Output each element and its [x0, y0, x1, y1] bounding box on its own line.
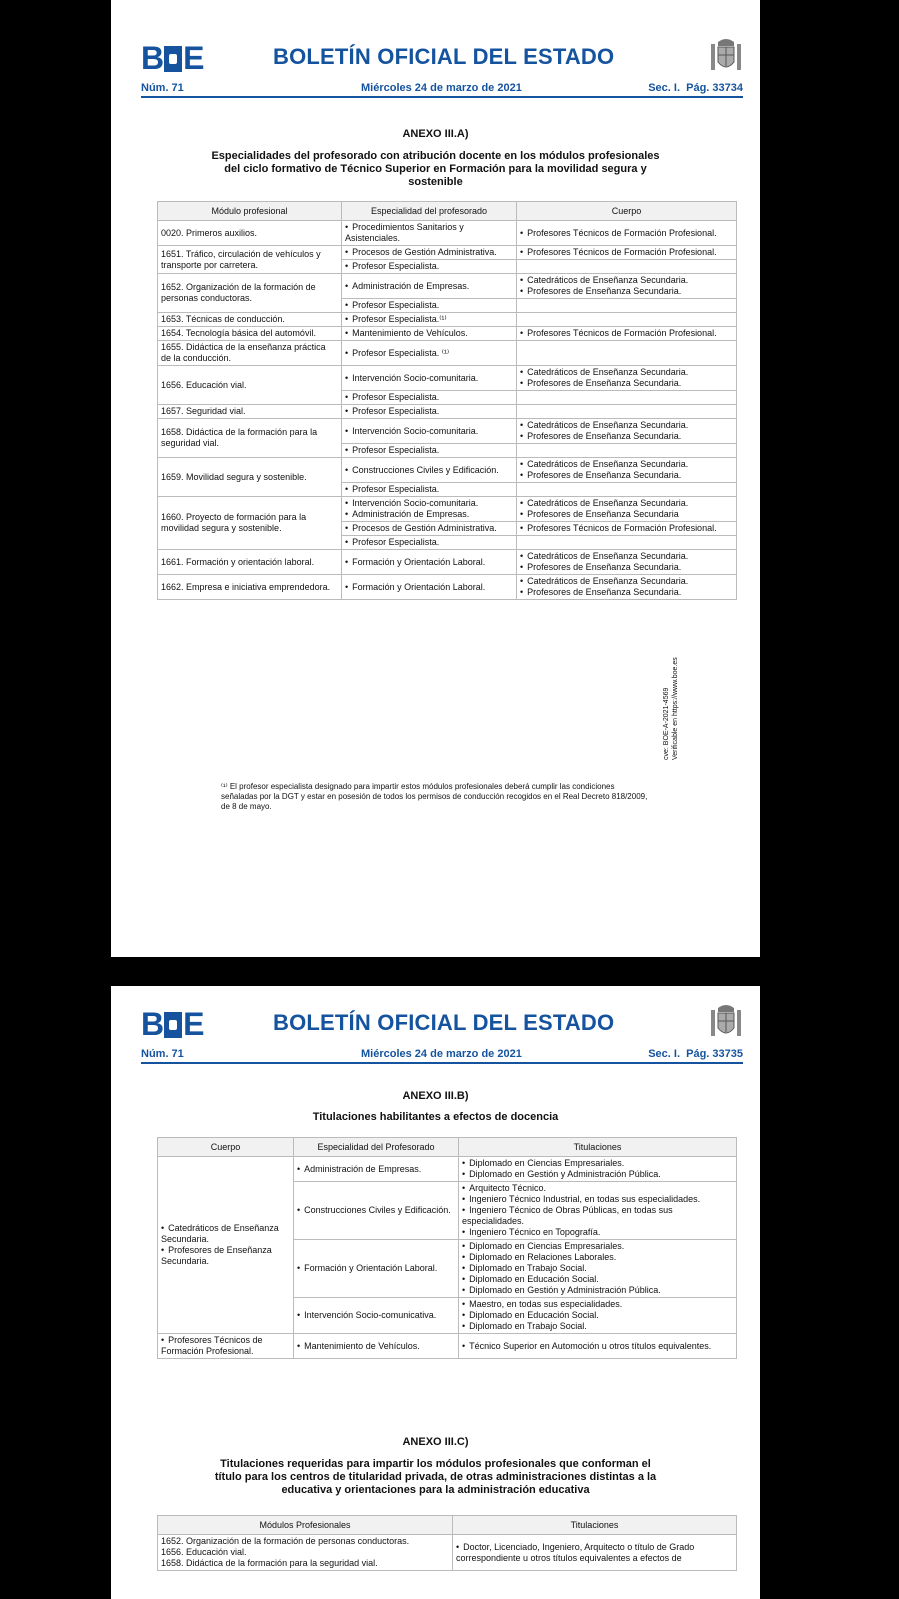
modulo-cell: 0020. Primeros auxilios.	[158, 221, 342, 246]
cuerpo-cell: • Catedráticos de Enseñanza Secundaria. • Profesores de Enseñanza Secundaria.	[517, 550, 737, 575]
cuerpo-cell	[517, 313, 737, 327]
modulo-cell: 1658. Didáctica de la formación para la seguridad vial.	[158, 419, 342, 458]
coat-of-arms-icon	[709, 36, 743, 76]
cuerpo-cell: • Profesores Técnicos de Formación Profesional.	[517, 327, 737, 341]
table-row	[158, 1157, 737, 1182]
titulaciones-cell: • Maestro, en todas sus especialidades. • Diplomado en Educación Social. • Diplomado en Trabajo Social.	[459, 1298, 737, 1334]
cuerpo-cell	[517, 299, 737, 313]
cuerpo-cell: • Catedráticos de Enseñanza Secundaria. • Profesores de Enseñanza Secundaria.	[517, 274, 737, 299]
especialidad-cell: • Intervención Socio-comunitaria.	[342, 419, 517, 444]
footnote: ⁽¹⁾ El profesor especialista designado para impartir estos módulos profesionales deberá cumplir las condiciones señaladas por la DGT y estar en posesión de todos los permisos de conducción recogidos en el Real Decreto 818/2009, de 8 de mayo.	[221, 782, 648, 811]
especialidad-cell: • Construcciones Civiles y Edificación.	[342, 458, 517, 483]
especialidad-cell: • Profesor Especialista.	[342, 299, 517, 313]
titulaciones-cell: • Técnico Superior en Automoción u otros títulos equivalentes.	[459, 1334, 737, 1359]
titulaciones-cell: • Doctor, Licenciado, Ingeniero, Arquitecto o título de Grado correspondiente u otros títulos equivalentes a efectos de	[453, 1535, 737, 1571]
cuerpo-cell	[517, 483, 737, 497]
cuerpo-cell: • Catedráticos de Enseñanza Secundaria. • Profesores de Enseñanza Secundaria.	[158, 1157, 294, 1334]
titulaciones-cell: • Arquitecto Técnico. • Ingeniero Técnico Industrial, en todas sus especialidades. • Ingeniero Técnico de Obras Públicas, en todas sus especialidades. • Ingeniero Técnico en Topografía.	[459, 1182, 737, 1240]
especialidad-cell: • Intervención Socio-comunitaria.	[342, 366, 517, 391]
issue-date: Miércoles 24 de marzo de 2021	[361, 82, 522, 94]
cuerpo-cell: • Profesores Técnicos de Formación Profesional.	[517, 522, 737, 536]
table-row	[158, 246, 737, 260]
issue-number: Núm. 71	[141, 1048, 184, 1060]
modulo-cell: 1656. Educación vial.	[158, 366, 342, 405]
document-page-1	[111, 0, 760, 957]
annex-title: ANEXO III.B)	[402, 1090, 469, 1102]
table-row	[158, 575, 737, 600]
especialidad-cell: • Administración de Empresas.	[342, 274, 517, 299]
especialidad-cell: • Profesor Especialista.	[342, 536, 517, 550]
table-row	[158, 274, 737, 299]
qualifications-table	[157, 1137, 737, 1359]
cve-stamp: cve: BOE-A-2021-4569 Verificable en https://www.boe.es	[663, 657, 679, 760]
annex-subtitle: Titulaciones habilitantes a efectos de docencia	[312, 1111, 559, 1123]
document-page-2	[111, 986, 760, 1599]
cuerpo-cell	[517, 260, 737, 274]
cuerpo-cell: • Catedráticos de Enseñanza Secundaria. • Profesores de Enseñanza Secundaria.	[517, 575, 737, 600]
coat-of-arms-icon	[709, 1002, 743, 1042]
modulo-cell: 1661. Formación y orientación laboral.	[158, 550, 342, 575]
cuerpo-cell	[517, 536, 737, 550]
column-header: Cuerpo	[158, 1138, 294, 1157]
modulo-cell: 1653. Técnicas de conducción.	[158, 313, 342, 327]
cuerpo-cell: • Catedráticos de Enseñanza Secundaria. • Profesores de Enseñanza Secundaria.	[517, 458, 737, 483]
especialidad-cell: • Intervención Socio-comunicativa.	[294, 1298, 459, 1334]
modules-cell: 1652. Organización de la formación de personas conductoras. 1656. Educación vial. 1658. Didáctica de la formación para la seguridad vial.	[158, 1535, 453, 1571]
boe-logo: B E	[141, 1006, 204, 1042]
page-reference: Sec. I. Pág. 33734	[648, 82, 743, 94]
table-row	[158, 419, 737, 444]
boe-logo: B E	[141, 40, 204, 76]
table-row	[158, 327, 737, 341]
modulo-cell: 1655. Didáctica de la enseñanza práctica de la conducción.	[158, 341, 342, 366]
annex-subtitle: Titulaciones requeridas para impartir los módulos profesionales que conforman el título para los centros de titularidad privada, de otras administraciones distintas a la educativa y orientaciones para la administración educativa	[214, 1458, 657, 1496]
especialidad-cell: • Formación y Orientación Laboral.	[342, 575, 517, 600]
cuerpo-cell	[517, 341, 737, 366]
page-reference: Sec. I. Pág. 33735	[648, 1048, 743, 1060]
especialidad-cell: • Procedimientos Sanitarios y Asistenciales.	[342, 221, 517, 246]
column-header: Especialidad del profesorado	[342, 202, 517, 221]
cuerpo-cell: • Catedráticos de Enseñanza Secundaria. • Profesores de Enseñanza Secundaria.	[517, 366, 737, 391]
titulaciones-cell: • Diplomado en Ciencias Empresariales. • Diplomado en Relaciones Laborales. • Diplomado en Trabajo Social. • Diplomado en Educación Social. • Diplomado en Gestión y Administración Pública.	[459, 1240, 737, 1298]
especialidad-cell: • Procesos de Gestión Administrativa.	[342, 522, 517, 536]
especialidad-cell: • Profesor Especialista.	[342, 391, 517, 405]
table-row	[158, 458, 737, 483]
especialidad-cell: • Mantenimiento de Vehículos.	[294, 1334, 459, 1359]
issue-date: Miércoles 24 de marzo de 2021	[361, 1048, 522, 1060]
page-header	[141, 42, 743, 74]
table-row	[158, 550, 737, 575]
modulo-cell: 1651. Tráfico, circulación de vehículos y transporte por carretera.	[158, 246, 342, 274]
especialidad-cell: • Profesor Especialista.	[342, 260, 517, 274]
annex-subtitle: Especialidades del profesorado con atribución docente en los módulos profesionales del ciclo formativo de Técnico Superior en Formación para la movilidad segura y sostenible	[211, 150, 660, 188]
annex-title: ANEXO III.A)	[402, 128, 469, 140]
bulletin-title: BOLETÍN OFICIAL DEL ESTADO	[273, 1010, 615, 1035]
cuerpo-cell	[517, 444, 737, 458]
cuerpo-cell: • Profesores Técnicos de Formación Profesional.	[158, 1334, 294, 1359]
column-header: Titulaciones	[453, 1516, 737, 1535]
especialidad-cell: • Intervención Socio-comunitaria. • Administración de Empresas.	[342, 497, 517, 522]
column-header: Cuerpo	[517, 202, 737, 221]
column-header: Especialidad del Profesorado	[294, 1138, 459, 1157]
issue-number: Núm. 71	[141, 82, 184, 94]
modulo-cell: 1657. Seguridad vial.	[158, 405, 342, 419]
table-row	[158, 405, 737, 419]
column-header: Módulo profesional	[158, 202, 342, 221]
bulletin-title: BOLETÍN OFICIAL DEL ESTADO	[273, 44, 615, 69]
modulo-cell: 1652. Organización de la formación de personas conductoras.	[158, 274, 342, 313]
column-header: Titulaciones	[459, 1138, 737, 1157]
cuerpo-cell: • Profesores Técnicos de Formación Profesional.	[517, 246, 737, 260]
modulo-cell: 1660. Proyecto de formación para la movilidad segura y sostenible.	[158, 497, 342, 550]
page-meta-line	[141, 82, 743, 98]
especialidad-cell: • Administración de Empresas.	[294, 1157, 459, 1182]
cuerpo-cell	[517, 405, 737, 419]
especialidad-cell: • Formación y Orientación Laboral.	[342, 550, 517, 575]
table-row	[158, 313, 737, 327]
specialties-table	[157, 201, 737, 600]
especialidad-cell: • Profesor Especialista.	[342, 444, 517, 458]
especialidad-cell: • Construcciones Civiles y Edificación.	[294, 1182, 459, 1240]
especialidad-cell: • Mantenimiento de Vehículos.	[342, 327, 517, 341]
required-qualifications-table	[157, 1515, 737, 1571]
titulaciones-cell: • Diplomado en Ciencias Empresariales. • Diplomado en Gestión y Administración Pública.	[459, 1157, 737, 1182]
especialidad-cell: • Formación y Orientación Laboral.	[294, 1240, 459, 1298]
modulo-cell: 1654. Tecnología básica del automóvil.	[158, 327, 342, 341]
table-row	[158, 497, 737, 522]
cuerpo-cell: • Catedráticos de Enseñanza Secundaria. • Profesores de Enseñanza Secundaria.	[517, 419, 737, 444]
cuerpo-cell: • Profesores Técnicos de Formación Profesional.	[517, 221, 737, 246]
table-row	[158, 1334, 737, 1359]
especialidad-cell: • Profesor Especialista.	[342, 483, 517, 497]
table-row	[158, 221, 737, 246]
column-header: Módulos Profesionales	[158, 1516, 453, 1535]
table-row	[158, 366, 737, 391]
page-header	[141, 1008, 743, 1040]
cuerpo-cell	[517, 391, 737, 405]
especialidad-cell: • Procesos de Gestión Administrativa.	[342, 246, 517, 260]
especialidad-cell: • Profesor Especialista.⁽¹⁾	[342, 313, 517, 327]
table-row	[158, 1535, 737, 1571]
modulo-cell: 1662. Empresa e iniciativa emprendedora.	[158, 575, 342, 600]
table-row	[158, 341, 737, 366]
cuerpo-cell: • Catedráticos de Enseñanza Secundaria. • Profesores de Enseñanza Secundaria	[517, 497, 737, 522]
especialidad-cell: • Profesor Especialista.	[342, 405, 517, 419]
annex-title: ANEXO III.C)	[402, 1436, 469, 1448]
modulo-cell: 1659. Movilidad segura y sostenible.	[158, 458, 342, 497]
page-meta-line	[141, 1048, 743, 1064]
especialidad-cell: • Profesor Especialista. ⁽¹⁾	[342, 341, 517, 366]
